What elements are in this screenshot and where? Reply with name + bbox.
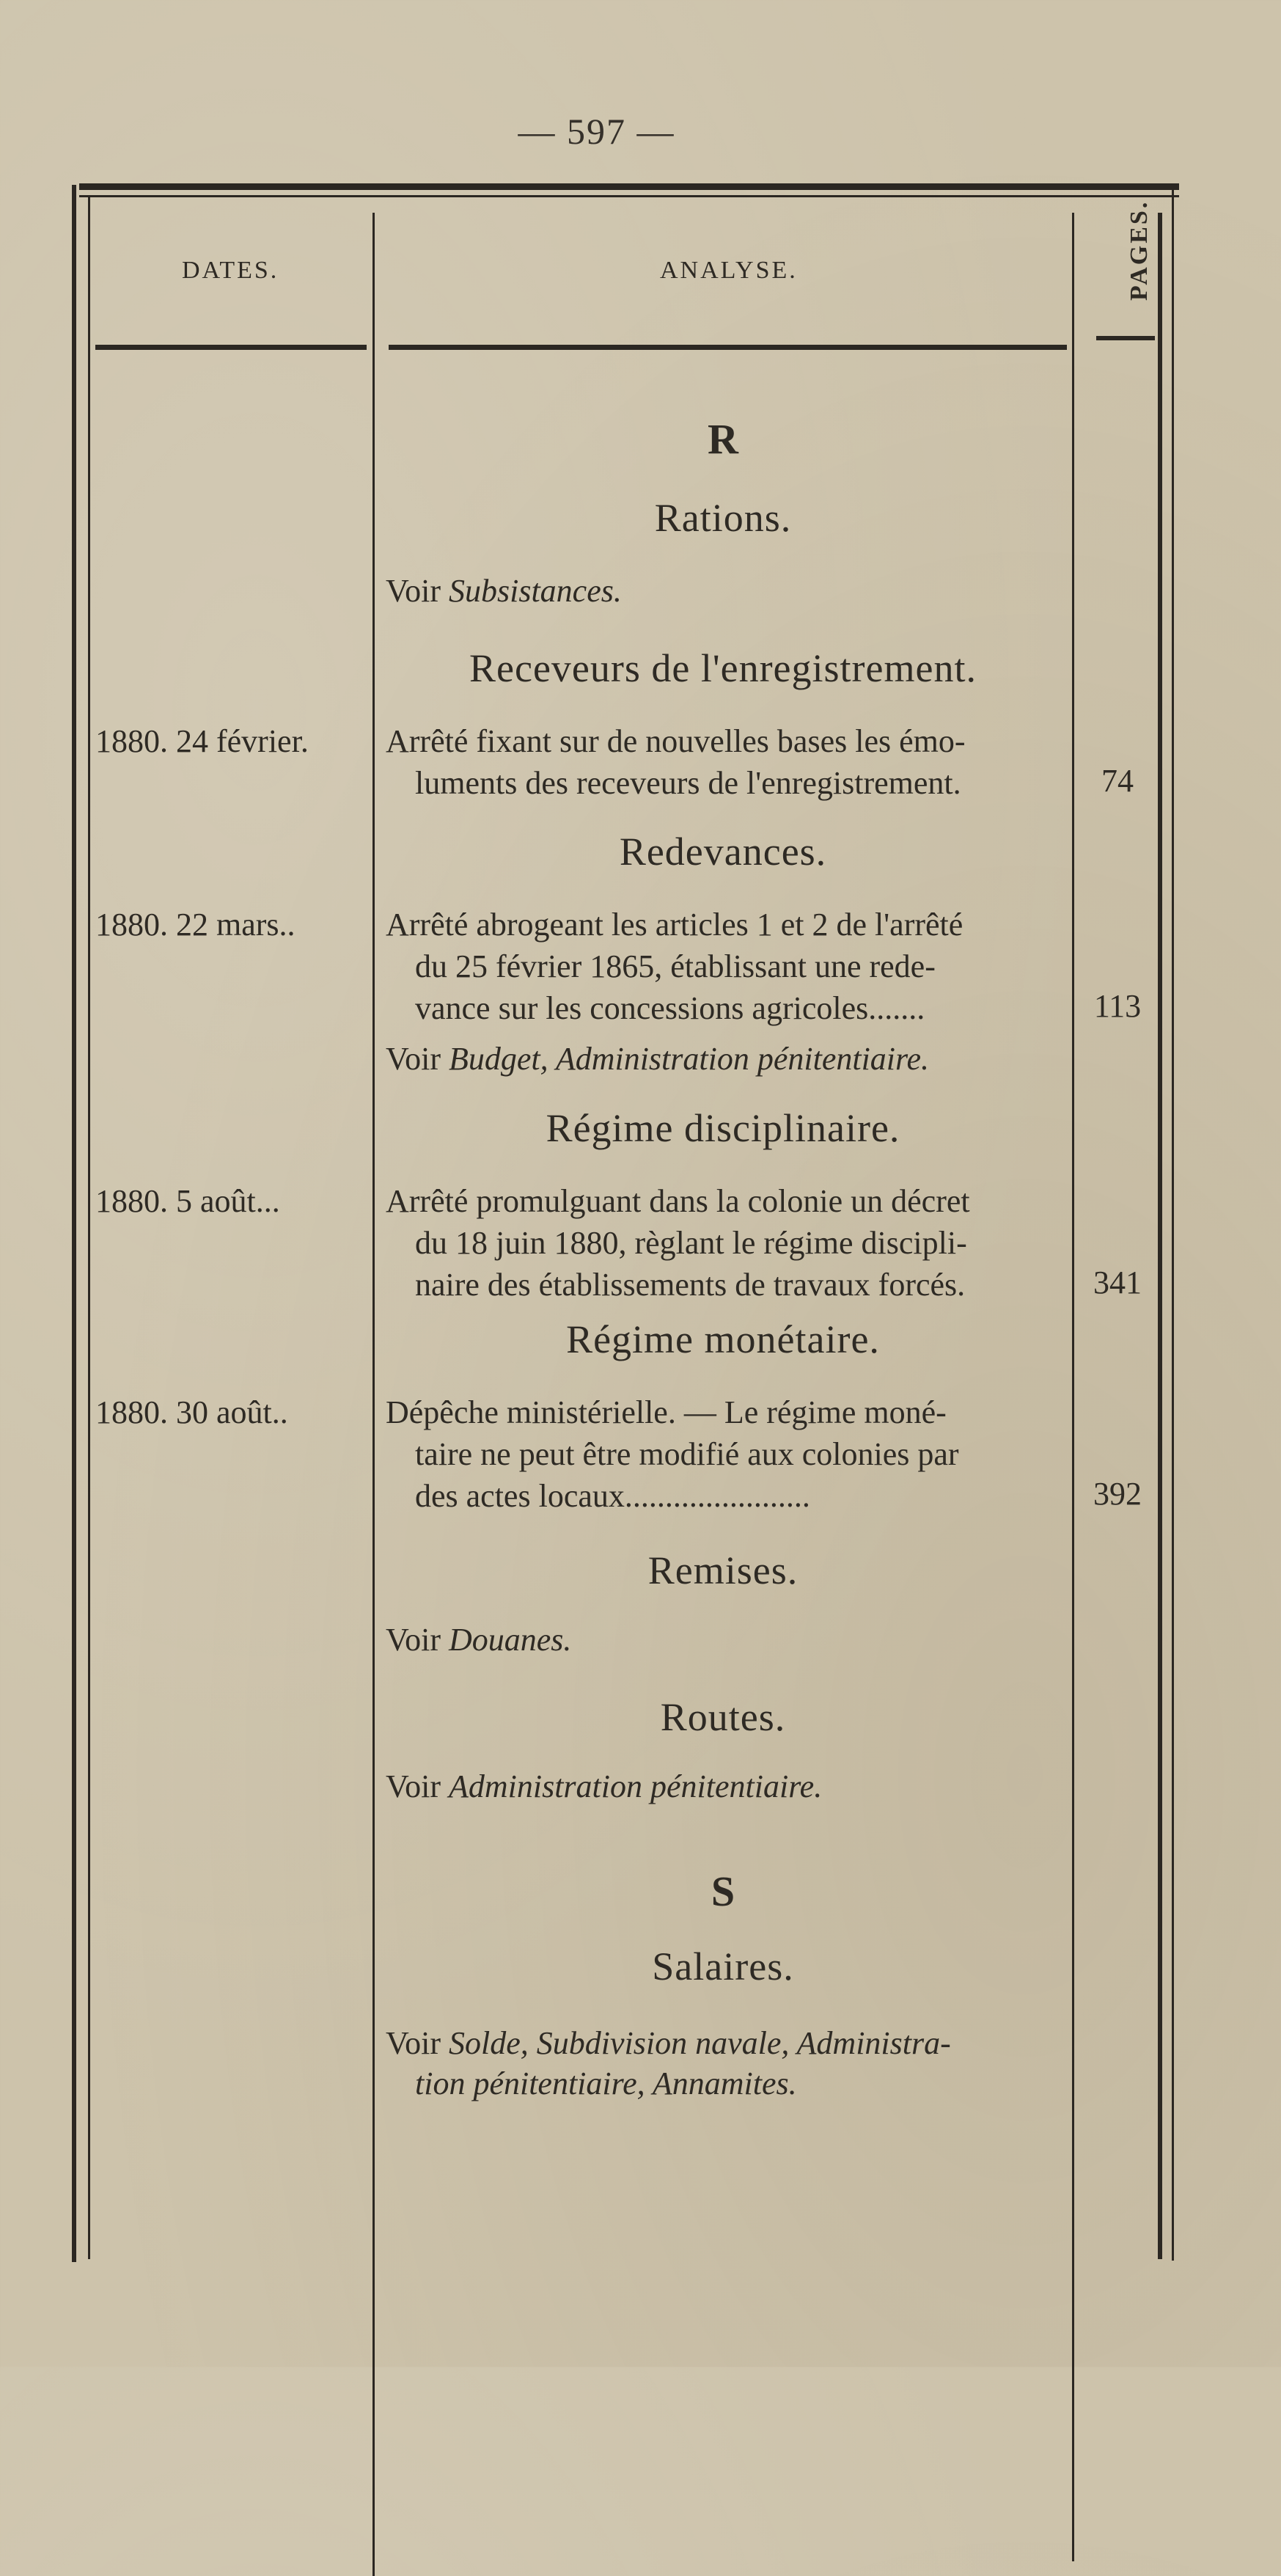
top-rule — [79, 183, 1179, 190]
see-reference: Solde, Subdivision navale, Administra- — [448, 2025, 951, 2061]
entry-line: Arrêté fixant sur de nouvelles bases les émo- — [386, 723, 966, 759]
see-also-salaires — [386, 2024, 951, 2062]
heading-regime-monetaire: Régime monétaire. — [566, 1317, 880, 1361]
header-underline-analyse — [389, 345, 1067, 350]
see-label: Voir — [386, 2025, 441, 2061]
heading-routes: Routes. — [660, 1695, 786, 1739]
heading-redevances: Redevances. — [619, 830, 827, 874]
left-border — [72, 185, 76, 2262]
entry-date: 1880. 30 août.. — [95, 1394, 288, 1430]
see-also-remises — [386, 1621, 571, 1658]
column-header-analyse: ANALYSE. — [660, 257, 798, 284]
entry-line: des actes locaux....................... — [415, 1478, 810, 1514]
header-underline-dates — [95, 345, 367, 350]
entry-analysis — [386, 904, 1075, 1029]
entry-date: 1880. 5 août... — [95, 1183, 280, 1219]
letter-heading-s: S — [711, 1867, 735, 1915]
see-reference: Douanes. — [448, 1622, 572, 1658]
see-label: Voir — [386, 1768, 441, 1804]
see-also-routes — [386, 1768, 822, 1805]
column-header-dates: DATES. — [182, 257, 279, 284]
entry-line: luments des receveurs de l'enregistrement. — [415, 765, 961, 801]
letter-heading-r: R — [708, 415, 738, 463]
entry-line: du 25 février 1865, établissant une rede- — [415, 948, 936, 984]
left-border-inner — [88, 197, 90, 2259]
column-divider-dates — [372, 213, 375, 2576]
see-label: Voir — [386, 573, 441, 609]
heading-rations: Rations. — [654, 496, 792, 540]
entry-date: 1880. 24 février. — [95, 723, 309, 759]
column-divider-pages — [1158, 213, 1162, 2259]
heading-regime-disciplinaire: Régime disciplinaire. — [546, 1106, 900, 1150]
page-number: — 597 — — [518, 111, 675, 152]
see-reference: Subsistances. — [448, 573, 622, 609]
heading-remises: Remises. — [647, 1548, 799, 1592]
right-border — [1172, 185, 1174, 2261]
entry-analysis — [386, 720, 1075, 804]
entry-analysis — [386, 1180, 1075, 1306]
entry-analysis — [386, 1391, 1075, 1517]
entry-line: Arrêté abrogeant les articles 1 et 2 de l'arrêté — [386, 907, 963, 943]
see-also-rations — [386, 572, 622, 610]
entry-page: 74 — [1101, 763, 1134, 799]
see-reference: Administration pénitentiaire. — [448, 1768, 823, 1804]
entry-line: vance sur les concessions agricoles....... — [415, 990, 925, 1026]
entry-line: naire des établissements de travaux forcés. — [415, 1267, 966, 1303]
see-also-redevances — [386, 1040, 929, 1077]
entry-page: 392 — [1093, 1476, 1142, 1512]
column-header-pages: PAGES. — [1126, 200, 1153, 301]
entry-page: 341 — [1093, 1265, 1142, 1300]
column-divider-analyse — [1072, 213, 1074, 2561]
see-reference: Budget, Administration pénitentiaire. — [448, 1041, 930, 1077]
heading-salaires: Salaires. — [652, 1944, 794, 1988]
see-also-salaires-continued — [415, 2065, 797, 2102]
entry-page: 113 — [1093, 988, 1142, 1024]
header-underline-pages — [1096, 336, 1155, 340]
entry-line: Dépêche ministérielle. — Le régime moné- — [386, 1394, 947, 1430]
entry-date: 1880. 22 mars.. — [95, 907, 296, 943]
top-rule-thin — [79, 195, 1179, 197]
see-reference: tion pénitentiaire, Annamites. — [415, 2065, 797, 2101]
entry-line: Arrêté promulguant dans la colonie un décret — [386, 1183, 970, 1219]
entry-line: du 18 juin 1880, règlant le régime discipli- — [415, 1225, 967, 1261]
see-label: Voir — [386, 1622, 441, 1658]
see-label: Voir — [386, 1041, 441, 1077]
heading-receveurs: Receveurs de l'enregistrement. — [469, 646, 977, 690]
entry-line: taire ne peut être modifié aux colonies par — [415, 1436, 959, 1472]
